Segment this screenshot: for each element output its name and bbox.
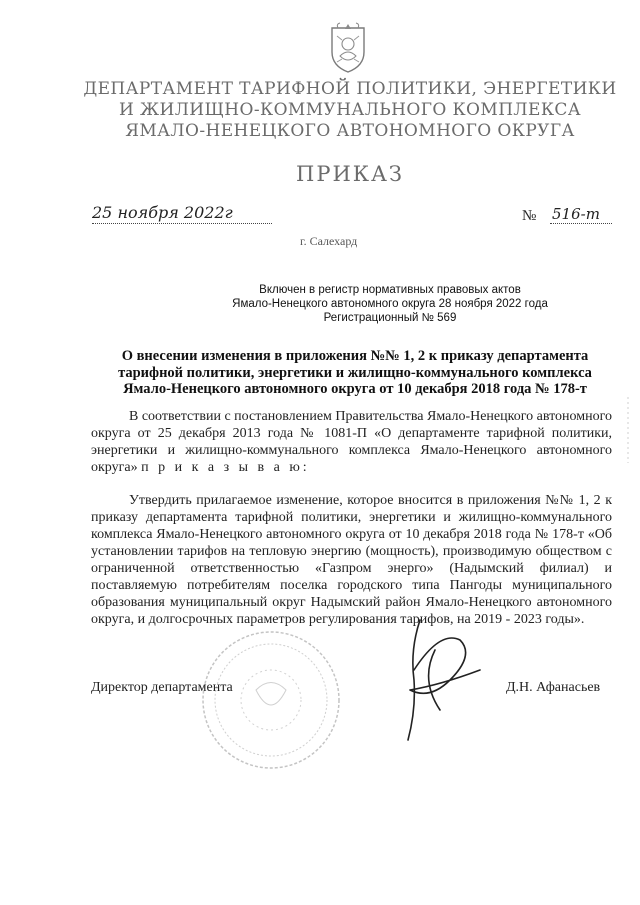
department-name [60,79,640,142]
signatory-name: Д.Н. Афанасьев [506,680,601,695]
date-handwritten: 25 ноября 2022г [92,203,233,222]
order-word: п р и к а з ы в а ю: [141,460,310,475]
department-line-1: ДЕПАРТАМЕНТ ТАРИФНОЙ ПОЛИТИКИ, ЭНЕРГЕТИКИ [83,79,617,99]
margin-scan-mark [625,395,631,465]
document-type-title: ПРИКАЗ [296,162,404,186]
registration-note [130,283,640,325]
date-underline [92,223,272,224]
number-label: № [522,208,537,224]
preamble-paragraph [91,408,612,476]
heading-line-1: О внесении изменения в приложения №№ 1, 2 к приказу департамента [121,348,589,364]
order-number [522,203,612,227]
order-paragraph: Утвердить прилагаемое изменение, которое вносится в приложения №№ 1, 2 к приказу департамента тарифной политики, энергетики и жилищно-коммунального комплекса Ямало-Ненецкого автономного округа от 10 декабря 2018 года № 178-т «Об установлении тарифов на тепловую энергию (мощность), производимую обществом с ограниченной ответственностью «Газпром энерго» (Надымский филиал) и поставляемую потребителям поселка городского типа Пангоды муниципального образования муниципальный округ Надымский район Ямало-Ненецкого автономного округа, и долгосрочных параметров регулирования тарифов, на 2019 - 2023 годы». [91,493,612,627]
registration-line-2: Ямало-Ненецкого автономного округа 28 ноября 2022 года [232,298,548,310]
order-heading [90,348,620,398]
city-name: г. Салехард [300,234,358,248]
coat-of-arms-icon [328,22,368,74]
order-date [92,203,272,227]
preamble-text: В соответствии с постановлением Правительства Ямало-Ненецкого автономного округа от 25 декабря 2013 года № 1081-П «О департаменте тарифной политики, энергетики и жилищно-коммунального комплекса Ямало-Ненецкого автономного округа» [91,409,612,475]
registration-line-3: Регистрационный № 569 [323,312,457,324]
signatory-role: Директор департамента [91,680,233,695]
number-handwritten: 516-т [552,205,600,223]
heading-line-3: Ямало-Ненецкого автономного округа от 10 декабря 2018 года № 178-т [123,381,587,397]
heading-line-2: тарифной политики, энергетики и жилищно-коммунального комплекса [118,364,592,381]
department-line-2: И ЖИЛИЩНО-КОММУНАЛЬНОГО КОМПЛЕКСА [118,100,582,120]
official-seal-icon [196,625,346,775]
registration-line-1: Включен в регистр нормативных правовых актов [259,284,521,296]
department-line-3: ЯМАЛО-НЕНЕЦКОГО АВТОНОМНОГО ОКРУГА [125,121,575,141]
handwritten-signature-icon [380,610,490,750]
number-underline [550,223,612,224]
